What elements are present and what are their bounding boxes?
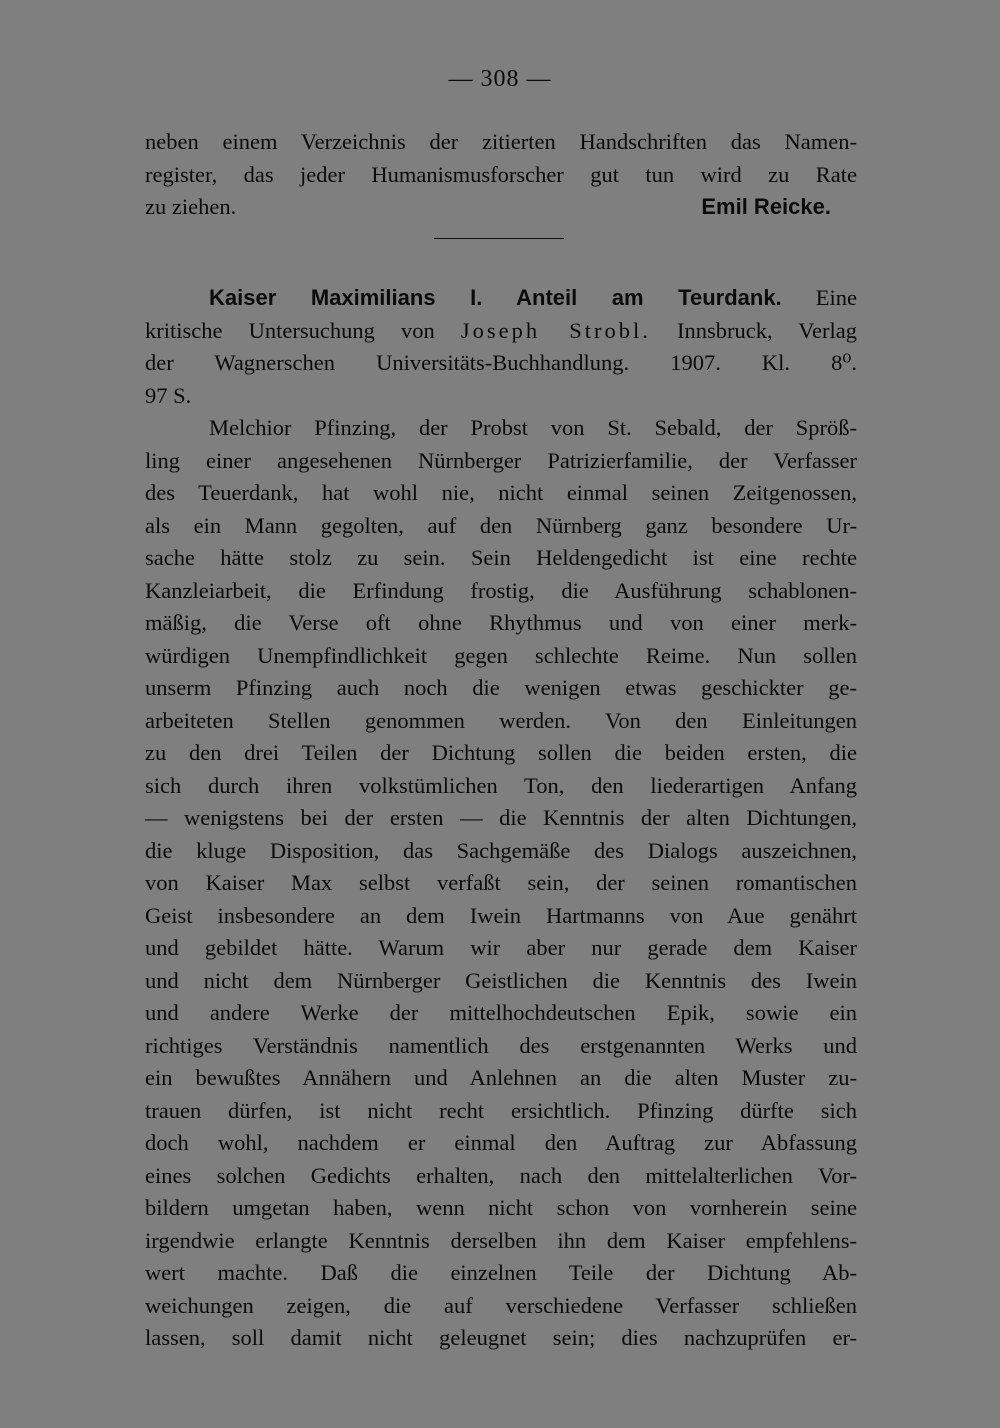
page-number: — 308 — bbox=[448, 66, 552, 92]
previous-review-ending bbox=[145, 126, 857, 224]
text-line: ein bewußtes Annähern und Anlehnen an die alten Muster zu- bbox=[145, 1065, 857, 1090]
text-line: doch wohl, nachdem er einmal den Auftrag zur Abfassung bbox=[145, 1130, 857, 1155]
review-heading bbox=[145, 282, 857, 412]
text-line: die kluge Disposition, das Sachgemäße des Dialogs auszeichnen, bbox=[145, 837, 857, 863]
text-line: und gebildet hätte. Warum wir aber nur gerade dem Kaiser bbox=[145, 935, 857, 960]
text-line: bildern umgetan haben, wenn nicht schon von vornherein seine bbox=[145, 1195, 857, 1220]
text-line: und nicht dem Nürnberger Geistlichen die Kenntnis des Iwein bbox=[145, 967, 857, 993]
text-line: sache hätte stolz zu sein. Sein Heldengedicht ist eine rechte bbox=[145, 545, 857, 570]
text-line: wert machte. Daß die einzelnen Teile der Dichtung Ab- bbox=[145, 1260, 857, 1285]
text-fragment: Eine bbox=[815, 285, 857, 310]
text-line: als ein Mann gegolten, auf den Nürnberg ganz besondere Ur- bbox=[145, 512, 857, 538]
text-line: und andere Werke der mittelhochdeutschen Epik, sowie ein bbox=[145, 1000, 857, 1025]
text-line: register, das jeder Humanismusforscher gut tun wird zu Rate bbox=[145, 161, 857, 187]
page-count: 97 S. bbox=[145, 382, 192, 408]
text-line: würdigen Unempfindlichkeit gegen schlechte Reime. Nun sollen bbox=[145, 642, 857, 668]
text-line: richtiges Verständnis namentlich des erstgenannten Werks und bbox=[145, 1032, 857, 1058]
review-title-line bbox=[145, 315, 857, 348]
review-body bbox=[145, 412, 857, 1355]
text-line: trauen dürfen, ist nicht recht ersichtlich. Pfinzing dürfte sich bbox=[145, 1097, 857, 1123]
text-line: neben einem Verzeichnis der zitierten Handschriften das Namen- bbox=[145, 129, 857, 154]
text-line: Geist insbesondere an dem Iwein Hartmanns von Aue genährt bbox=[145, 902, 857, 928]
text-fragment: kritische Untersuchung von bbox=[145, 317, 435, 343]
text-line: lassen, soll damit nicht geleugnet sein; dies nachzuprüfen er- bbox=[145, 1325, 857, 1350]
text-line: eines solchen Gedichts erhalten, nach den mittelalterlichen Vor- bbox=[145, 1162, 857, 1188]
signature-line bbox=[145, 191, 857, 224]
review-title-line bbox=[145, 282, 857, 315]
text-line: von Kaiser Max selbst verfaßt sein, der seinen romantischen bbox=[145, 870, 857, 895]
book-author: Joseph Strobl. bbox=[460, 317, 651, 343]
text-line: zu ziehen. bbox=[145, 194, 237, 219]
text-line: — wenigstens bei der ersten — die Kenntnis der alten Dichtungen, bbox=[145, 805, 857, 830]
text-line: zu den drei Teilen der Dichtung sollen die beiden ersten, die bbox=[145, 740, 857, 765]
text-line: sich durch ihren volkstümlichen Ton, den liederartigen Anfang bbox=[145, 772, 857, 798]
text-line: weichungen zeigen, die auf verschiedene Verfasser schließen bbox=[145, 1292, 857, 1318]
text-line: Kanzleiarbeit, die Erfindung frostig, die Ausführung schablonen- bbox=[145, 577, 857, 603]
review-book-title: Kaiser Maximilians I. Anteil am Teurdank. bbox=[209, 285, 782, 310]
text-line: ling einer angesehenen Nürnberger Patrizierfamilie, der Verfasser bbox=[145, 447, 857, 473]
section-divider bbox=[434, 238, 564, 239]
reviewer-signature: Emil Reicke. bbox=[701, 194, 831, 219]
text-line: des Teuerdank, hat wohl nie, nicht einmal seinen Zeitgenossen, bbox=[145, 480, 857, 505]
text-line: mäßig, die Verse oft ohne Rhythmus und von einer merk- bbox=[145, 610, 857, 635]
text-line: Melchior Pfinzing, der Probst von St. Sebald, der Spröß- bbox=[209, 415, 857, 440]
text-line: unserm Pfinzing auch noch die wenigen etwas geschickter ge- bbox=[145, 675, 857, 700]
text-fragment: Innsbruck, Verlag bbox=[676, 317, 857, 343]
text-line: arbeiteten Stellen genommen werden. Von den Einleitungen bbox=[145, 707, 857, 733]
text-line: irgendwie erlangte Kenntnis derselben ihn dem Kaiser empfehlens- bbox=[145, 1227, 857, 1253]
publication-details: der Wagnerschen Universitäts-Buchhandlung. 1907. Kl. 8⁰. bbox=[145, 350, 857, 375]
